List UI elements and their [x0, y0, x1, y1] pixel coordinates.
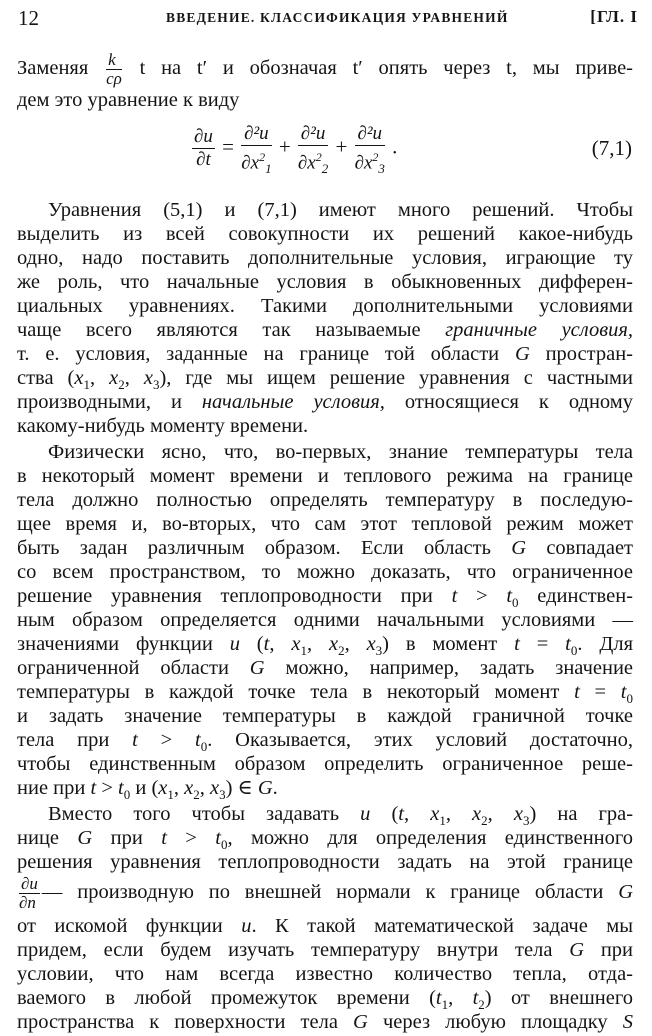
text-line: нице G при $t > t_0$, можно для определения единственного: [17, 827, 634, 853]
text-line: быть задан различным образом. Если область G совпадает: [17, 537, 634, 559]
text-line: какому-нибудь моменту времени.: [17, 415, 309, 437]
fraction-du-dn: $\frac{\partial u}{\partial n}$: [19, 873, 38, 912]
text-line: тела при $t > t_0$. Оказывается, этих условий достаточно,: [17, 729, 633, 755]
text-line: Вместо того чтобы задавать u (t, $x_1$, $x_2$, $x_3$) на гра-: [48, 803, 634, 829]
text-line: выделить из всей совокупности их решений какое-нибудь: [17, 223, 633, 245]
text-line: Физически ясно, что, во-первых, знание температуры тела: [48, 441, 633, 463]
text-line: одно, надо поставить дополнительные условия, играющие ту: [17, 247, 633, 269]
equation-number: (7,1): [591, 136, 632, 160]
text-line: ние при $t > t_0$ и ($x_1$, $x_2$, $x_3$) ∈ G.: [17, 777, 278, 803]
text-line: и задать значение температуры в каждой граничной точке: [17, 705, 633, 727]
word: t на t′ и обозначая t′ опять через t, мы приве-: [139, 57, 634, 79]
heat-equation: $\frac{\partial u}{\partial t}$ = $\frac{\text{∂²u}}{\partial x^2_1}$ + $\frac{\text{∂²u}}{\partial x^2_2}$ + $\frac{\text{∂²u}}{\partial x^2_3}$ .: [194, 123, 398, 177]
text-line: температуры в каждой точке тела в некоторый момент $t = t_0$: [17, 681, 633, 707]
text-line: ограниченной области G можно, например, задать значение: [17, 657, 634, 679]
text-line: Уравнения (5,1) и (7,1) имеют много решений. Чтобы: [48, 199, 633, 221]
text-line: циальных уравнениях. Такими дополнительными условиями: [17, 295, 633, 317]
text-line: щее время и, во-вторых, что сам этот тепловой режим может: [17, 513, 633, 535]
text-line: ным образом определяется одними начальными условиями —: [17, 609, 633, 631]
text-line: тела должно полностью определять температуру в последую-: [17, 489, 633, 511]
text-line: производными, и начальные условия, относящиеся к одному: [17, 391, 634, 413]
chapter-label: [ГЛ. I: [590, 7, 638, 26]
page-header: [18, 6, 638, 30]
fraction-k-c-rho: $\frac{k}{c\rho}$: [106, 49, 122, 88]
text-line: решения уравнения теплопроводности задать на этой границе: [17, 851, 633, 873]
text-line: значениями функции u (t, $x_1$, $x_2$, $x_3$) в момент $t = t_0$. Для: [17, 633, 634, 659]
text-line: решение уравнения теплопроводности при $t > t_0$ единствен-: [17, 585, 633, 611]
text-line: же роль, что начальные условия в обыкновенных дифферен-: [17, 271, 633, 293]
text-line: пространства к поверхности тела G через любую площадку S: [17, 1011, 634, 1033]
text-line: ваемого в любой промежуток времени ($t_1$, $t_2$) от внешнего: [17, 987, 633, 1013]
text-line: дем это уравнение к виду: [17, 89, 240, 111]
text-line: в некоторый момент времени и теплового режима на границе: [17, 465, 633, 487]
word: Заменяя: [17, 57, 89, 79]
page-number: 12: [18, 6, 39, 30]
text-line: ства ($x_1$, $x_2$, $x_3$), где мы ищем решение уравнения с частными: [17, 367, 633, 393]
running-title: ВВЕДЕНИЕ. КЛАССИФИКАЦИЯ УРАВНЕНИЙ: [166, 10, 509, 25]
text-line: условии, что нам всегда известно количество тепла, отда-: [17, 963, 633, 985]
text-line: $\frac{\partial u}{\partial n}$ — производную по внешней нормали к границе области G: [19, 873, 634, 912]
text-line: со всем пространством, то можно доказать, что ограниченное: [17, 561, 633, 583]
text-line: [17, 50, 633, 86]
text-line: чтобы единственным образом определить ограниченное реше-: [17, 753, 633, 775]
text-line: т. е. условия, заданные на границе той области G простран-: [17, 343, 633, 365]
text-line: от искомой функции u. К такой математической задаче мы: [17, 915, 633, 937]
text-line: придем, если будем изучать температуру внутри тела G при: [17, 939, 634, 961]
text-line: чаще всего являются так называемые граничные условия,: [17, 319, 634, 341]
